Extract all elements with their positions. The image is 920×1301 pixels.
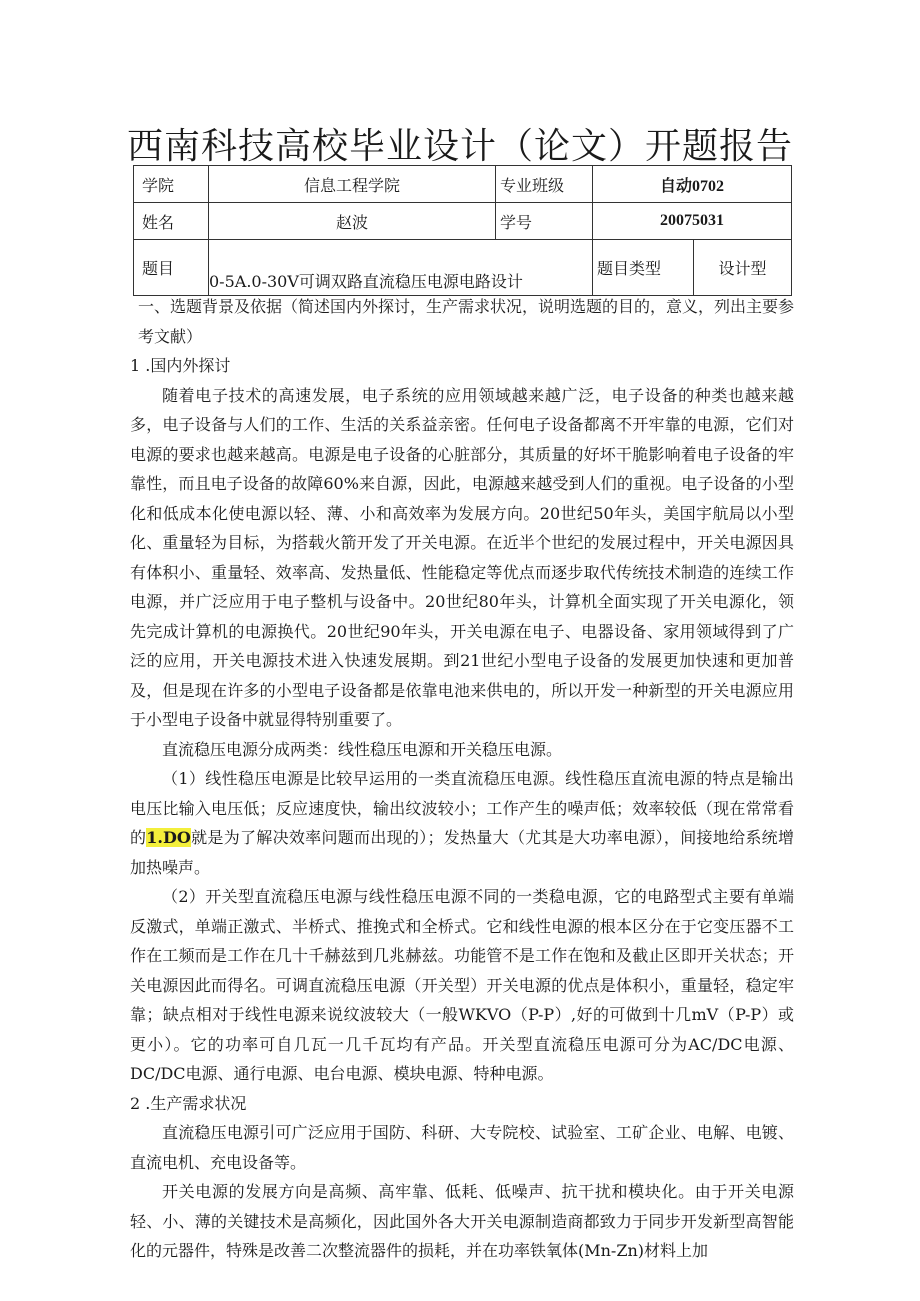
topic-value: 0-5A.0-30V可调双路直流稳压电源电路设计	[209, 240, 593, 296]
name-label: 姓名	[134, 203, 209, 240]
paragraph-classification: 直流稳压电源分成两类：线性稳压电源和开关稳压电源。	[162, 739, 563, 759]
college-label: 学院	[134, 166, 209, 203]
linear-text-a: （1）线性稳压电源是比较早运用的一类直流稳压电源。线性稳压直流电源的特点是输出电压比输入电压低；反应速度快，输出纹波较小；工作产生的噪声低；效率较低（现在常常看的	[130, 769, 794, 847]
student-id-value: 20075031	[593, 203, 792, 240]
paragraph-switching: （2）开关型直流稳压电源与线性稳压电源不同的一类稳电源，它的电路型式主要有单端反激式，单端正激式、半桥式、推挽式和全桥式。它和线性电源的根本区分在于它变压器不工作在工频而是工作在几十千赫兹到几兆赫兹。功能管不是工作在饱和及截止区即开关状态；开关电源因此而得名。可调直流稳压电源（开关型）开关电源的优点是体积小，重量轻，稳定牢靠；缺点相对于线性电源来说纹波较大（一般WKVO（P-P）,好的可做到十几mV（P-P）或更小）。它的功率可自几瓦一几千瓦均有产品。开关型直流稳压电源可分为AC/DC电源、DC/DC电源、通行电源、电台电源、模块电源、特种电源。	[130, 887, 794, 1083]
college-value: 信息工程学院	[209, 166, 496, 203]
subheading-demand: 2 .生产需求状况	[130, 1093, 247, 1113]
linear-text-b: 就是为了解决效率问题而出现的）；发热量大（尤其是大功率电源），间接地给系统增加热噪声。	[130, 828, 794, 877]
topic-type-label: 题目类型	[593, 240, 694, 296]
paragraph-applications: 直流稳压电源引可广泛应用于国防、科研、大专院校、试验室、工矿企业、电解、电镀、直流电机、充电设备等。	[130, 1123, 794, 1172]
subheading-research: 1 .国内外探讨	[130, 356, 231, 375]
info-table	[133, 165, 792, 296]
paragraph-history: 随着电子技术的高速发展，电子系统的应用领域越来越广泛，电子设备的种类也越来越多，电子设备与人们的工作、生活的关系益亲密。任何电子设备都离不开牢靠的电源，它们对电源的要求也越来越高。电源是电子设备的心脏部分，其质量的好坏干脆影响着电子设备的牢靠性，而且电子设备的故障60%来自源，因此，电源越来越受到人们的重视。电子设备的小型化和低成本化使电源以轻、薄、小和高效率为发展方向。20世纪50年头，美国宇航局以小型化、重量轻为目标，为搭载火箭开发了开关电源。在近半个世纪的发展过程中，开关电源因具有体积小、重量轻、效率高、发热量低、性能稳定等优点而逐步取代传统技术制造的连续工作电源，并广泛应用于电子整机与设备中。20世纪80年头，计算机全面实现了开关电源化，领先完成计算机的电源换代。20世纪90年头，开关电源在电子、电器设备、家用领域得到了广泛的应用，开关电源技术进入快速发展期。到21世纪小型电子设备的发展更加快速和更加普及，但是现在许多的小型电子设备都是依靠电池来供电的，所以开发一种新型的开关电源应用于小型电子设备中就显得特别重要了。	[130, 385, 794, 729]
topic-label: 题目	[134, 240, 209, 296]
highlighted-term: 1.DO	[146, 828, 191, 847]
paragraph-linear	[130, 764, 794, 882]
page-title: 西南科技高校毕业设计（论文）开题报告	[126, 126, 793, 167]
class-value: 自动0702	[593, 166, 792, 203]
topic-type-value: 设计型	[694, 240, 792, 296]
section-heading-background: 一、选题背景及依据（简述国内外探讨，生产需求状况，说明选题的目的，意义，列出主要参考文献）	[138, 297, 795, 346]
class-label: 专业班级	[496, 166, 593, 203]
paragraph-trends: 开关电源的发展方向是高频、高牢靠、低耗、低噪声、抗干扰和模块化。由于开关电源轻、小、薄的关键技术是高频化，因此国外各大开关电源制造商都致力于同步开发新型高智能化的元器件，特殊是改善二次整流器件的损耗，并在功率铁氧体(Mn-Zn)材料上加	[130, 1182, 794, 1260]
name-value: 赵波	[209, 203, 496, 240]
student-id-label: 学号	[496, 203, 593, 240]
report-body	[130, 292, 794, 1266]
